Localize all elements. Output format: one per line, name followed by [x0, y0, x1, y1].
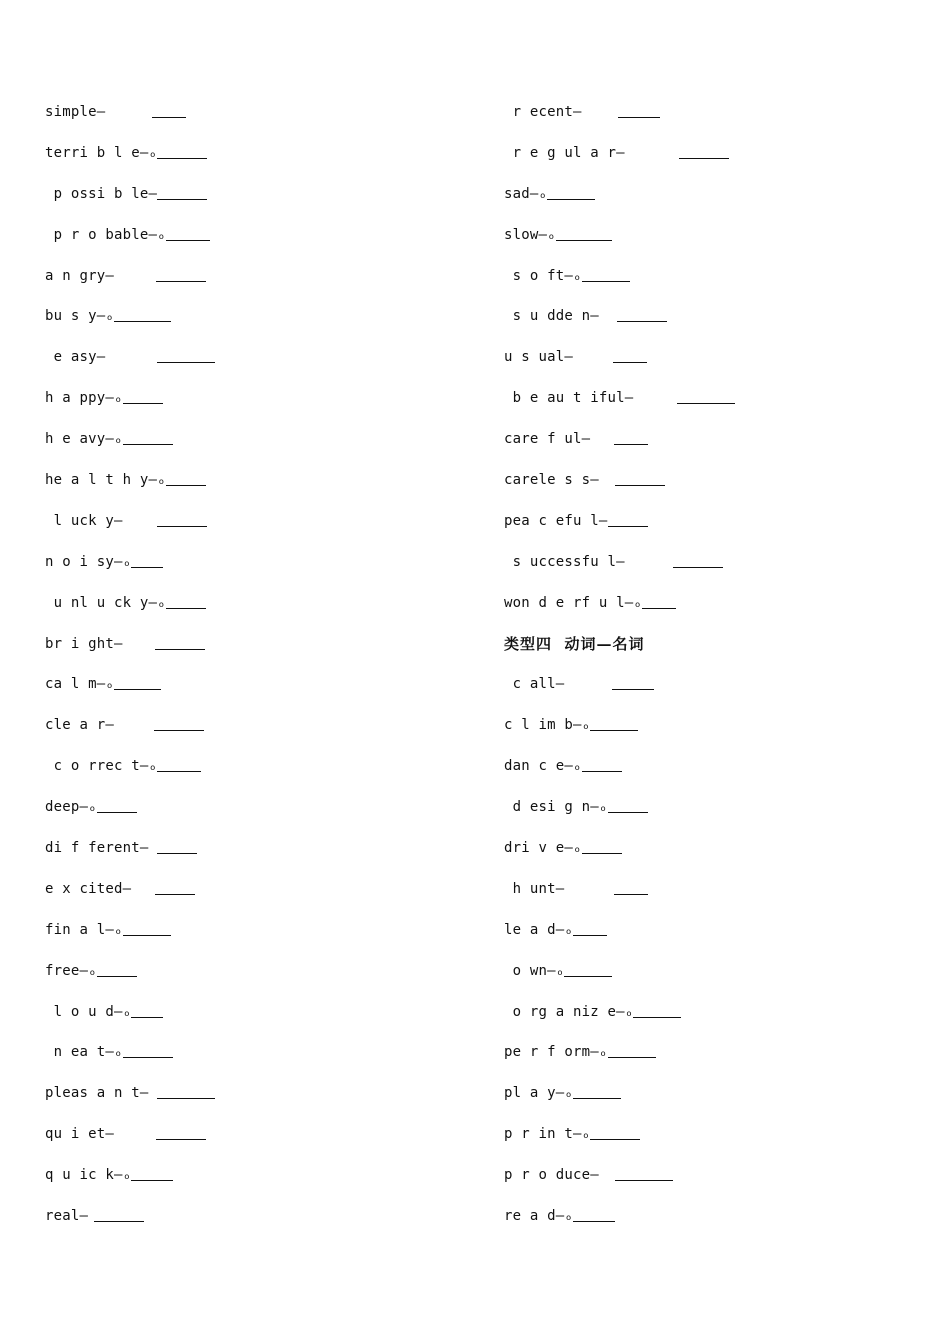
answer-blank[interactable]	[166, 224, 210, 241]
exercise-item	[45, 183, 465, 224]
answer-blank[interactable]	[154, 714, 204, 731]
item-word: bu s y—ₒ	[45, 308, 115, 325]
answer-blank[interactable]	[123, 387, 163, 404]
item-word: r e g ul a r—	[504, 144, 625, 161]
exercise-item	[45, 796, 465, 837]
item-word: br i ght—	[45, 635, 123, 652]
exercise-item	[45, 387, 465, 428]
answer-blank[interactable]	[618, 101, 660, 118]
answer-blank[interactable]	[679, 142, 729, 159]
exercise-item	[504, 224, 924, 265]
item-word: p ossi b le—	[45, 185, 158, 202]
answer-blank[interactable]	[673, 551, 723, 568]
answer-blank[interactable]	[114, 673, 161, 690]
item-word: dan c e—ₒ	[504, 758, 582, 775]
answer-blank[interactable]	[582, 837, 622, 854]
answer-blank[interactable]	[97, 960, 137, 977]
answer-blank[interactable]	[582, 265, 630, 282]
item-word: h unt—	[504, 880, 565, 897]
answer-blank[interactable]	[556, 224, 612, 241]
exercise-item	[504, 796, 924, 837]
exercise-item	[45, 265, 465, 306]
item-word: di f ferent—	[45, 840, 149, 857]
exercise-item	[45, 633, 465, 674]
item-word: s o ft—ₒ	[504, 267, 582, 284]
item-word: pe r f orm—ₒ	[504, 1044, 608, 1061]
exercise-item	[45, 101, 465, 142]
answer-blank[interactable]	[157, 510, 207, 527]
answer-blank[interactable]	[564, 960, 612, 977]
item-word: l o u d—ₒ	[45, 1003, 132, 1020]
answer-blank[interactable]	[157, 755, 201, 772]
item-word: real—	[45, 1208, 89, 1225]
exercise-item	[504, 1082, 924, 1123]
exercise-item	[45, 469, 465, 510]
exercise-item	[504, 265, 924, 306]
item-word: ca l m—ₒ	[45, 676, 115, 693]
item-word: a n gry—	[45, 267, 115, 284]
item-word: fin a l—ₒ	[45, 921, 123, 938]
item-word: sad—ₒ	[504, 185, 548, 202]
item-word: p r in t—ₒ	[504, 1126, 591, 1143]
item-word: n ea t—ₒ	[45, 1044, 123, 1061]
answer-blank[interactable]	[152, 101, 186, 118]
exercise-item	[504, 305, 924, 346]
exercise-item	[45, 878, 465, 919]
exercise-item	[504, 469, 924, 510]
section-heading	[504, 633, 924, 674]
answer-blank[interactable]	[156, 1123, 206, 1140]
item-word: d esi g n—ₒ	[504, 799, 608, 816]
answer-blank[interactable]	[582, 755, 622, 772]
exercise-item	[504, 1205, 924, 1246]
answer-blank[interactable]	[157, 183, 207, 200]
item-word: s u dde n—	[504, 308, 599, 325]
answer-blank[interactable]	[157, 142, 207, 159]
answer-blank[interactable]	[123, 1041, 173, 1058]
answer-blank[interactable]	[573, 919, 607, 936]
answer-blank[interactable]	[166, 592, 206, 609]
answer-blank[interactable]	[157, 346, 215, 363]
exercise-item	[504, 183, 924, 224]
exercise-item	[45, 673, 465, 714]
item-word: r ecent—	[504, 104, 582, 120]
exercise-item	[45, 1123, 465, 1164]
item-word: c l im b—ₒ	[504, 717, 591, 734]
left-column	[45, 101, 465, 1246]
exercise-item	[45, 346, 465, 387]
exercise-item	[504, 1001, 924, 1042]
exercise-item	[45, 960, 465, 1001]
exercise-item	[45, 755, 465, 796]
answer-blank[interactable]	[155, 878, 195, 895]
answer-blank[interactable]	[573, 1082, 621, 1099]
exercise-item	[504, 755, 924, 796]
item-word: simple—	[45, 104, 106, 120]
item-word: dri v e—ₒ	[504, 840, 582, 857]
item-word: o rg a niz e—ₒ	[504, 1003, 634, 1020]
answer-blank[interactable]	[617, 305, 667, 322]
exercise-item	[504, 346, 924, 387]
item-word: slow—ₒ	[504, 226, 556, 243]
item-word: e asy—	[45, 349, 106, 366]
answer-blank[interactable]	[156, 265, 206, 282]
item-word: o wn—ₒ	[504, 962, 565, 979]
exercise-item	[504, 387, 924, 428]
answer-blank[interactable]	[97, 796, 137, 813]
exercise-item	[504, 919, 924, 960]
right-column	[504, 101, 924, 1246]
exercise-item	[45, 551, 465, 592]
exercise-item	[504, 960, 924, 1001]
exercise-item	[504, 428, 924, 469]
answer-blank[interactable]	[615, 469, 665, 486]
item-word: q u ic k—ₒ	[45, 1167, 132, 1184]
item-word: l uck y—	[45, 512, 123, 529]
exercise-item	[504, 510, 924, 551]
exercise-item	[504, 1041, 924, 1082]
item-word: p r o duce—	[504, 1167, 599, 1184]
item-word: terri b l e—ₒ	[45, 144, 158, 161]
item-word: h a ppy—ₒ	[45, 390, 123, 407]
item-word: c o rrec t—ₒ	[45, 758, 158, 775]
item-word: b e au t iful—	[504, 390, 634, 407]
answer-blank[interactable]	[608, 1041, 656, 1058]
answer-blank[interactable]	[614, 428, 648, 445]
item-word: carele s s—	[504, 472, 599, 489]
answer-blank[interactable]	[166, 469, 206, 486]
exercise-item	[45, 592, 465, 633]
item-word: re a d—ₒ	[504, 1208, 574, 1225]
exercise-item	[504, 714, 924, 755]
exercise-item	[45, 1164, 465, 1205]
answer-blank[interactable]	[590, 714, 638, 731]
answer-blank[interactable]	[131, 551, 163, 568]
section-heading-text: 类型四 动词—名词	[504, 634, 645, 653]
answer-blank[interactable]	[613, 346, 647, 363]
answer-blank[interactable]	[608, 510, 648, 527]
answer-blank[interactable]	[123, 919, 171, 936]
item-word: free—ₒ	[45, 962, 97, 979]
exercise-item	[45, 1082, 465, 1123]
exercise-item	[45, 1041, 465, 1082]
answer-blank[interactable]	[131, 1001, 163, 1018]
answer-blank[interactable]	[612, 673, 654, 690]
item-word: deep—ₒ	[45, 799, 97, 816]
item-word: cle a r—	[45, 717, 115, 734]
exercise-item	[504, 1123, 924, 1164]
exercise-item	[504, 592, 924, 633]
exercise-item	[504, 551, 924, 592]
answer-blank[interactable]	[573, 1205, 615, 1222]
exercise-item	[504, 673, 924, 714]
item-word: p r o bable—ₒ	[45, 226, 166, 243]
exercise-item	[45, 142, 465, 183]
answer-blank[interactable]	[614, 878, 648, 895]
exercise-item	[45, 510, 465, 551]
item-word: care f ul—	[504, 431, 591, 448]
item-word: pl a y—ₒ	[504, 1085, 574, 1102]
exercise-item	[45, 919, 465, 960]
item-word: le a d—ₒ	[504, 921, 574, 938]
exercise-item	[45, 224, 465, 265]
answer-blank[interactable]	[123, 428, 173, 445]
item-word: qu i et—	[45, 1126, 115, 1143]
exercise-item	[45, 837, 465, 878]
item-word: u s ual—	[504, 349, 574, 366]
item-word: he a l t h y—ₒ	[45, 472, 166, 489]
item-word: e x cited—	[45, 880, 132, 897]
answer-blank[interactable]	[677, 387, 735, 404]
item-word: pea c efu l—	[504, 512, 608, 529]
answer-blank[interactable]	[590, 1123, 640, 1140]
exercise-item	[45, 305, 465, 346]
item-word: n o i sy—ₒ	[45, 553, 132, 570]
answer-blank[interactable]	[633, 1001, 681, 1018]
exercise-item	[504, 1164, 924, 1205]
item-word: won d e rf u l—ₒ	[504, 594, 643, 611]
answer-blank[interactable]	[608, 796, 648, 813]
answer-blank[interactable]	[94, 1205, 144, 1222]
answer-blank[interactable]	[157, 837, 197, 854]
exercise-item	[45, 714, 465, 755]
exercise-item	[45, 1205, 465, 1246]
answer-blank[interactable]	[547, 183, 595, 200]
exercise-item	[45, 428, 465, 469]
answer-blank[interactable]	[642, 592, 676, 609]
answer-blank[interactable]	[157, 1082, 215, 1099]
item-word: pleas a n t—	[45, 1085, 149, 1102]
answer-blank[interactable]	[131, 1164, 173, 1181]
item-word: s uccessfu l—	[504, 553, 625, 570]
exercise-item	[504, 101, 924, 142]
item-word: u nl u ck y—ₒ	[45, 594, 166, 611]
answer-blank[interactable]	[615, 1164, 673, 1181]
item-word: h e avy—ₒ	[45, 431, 123, 448]
answer-blank[interactable]	[114, 305, 171, 322]
exercise-item	[504, 878, 924, 919]
exercise-item	[504, 837, 924, 878]
answer-blank[interactable]	[155, 633, 205, 650]
exercise-item	[45, 1001, 465, 1042]
exercise-item	[504, 142, 924, 183]
item-word: c all—	[504, 676, 565, 693]
